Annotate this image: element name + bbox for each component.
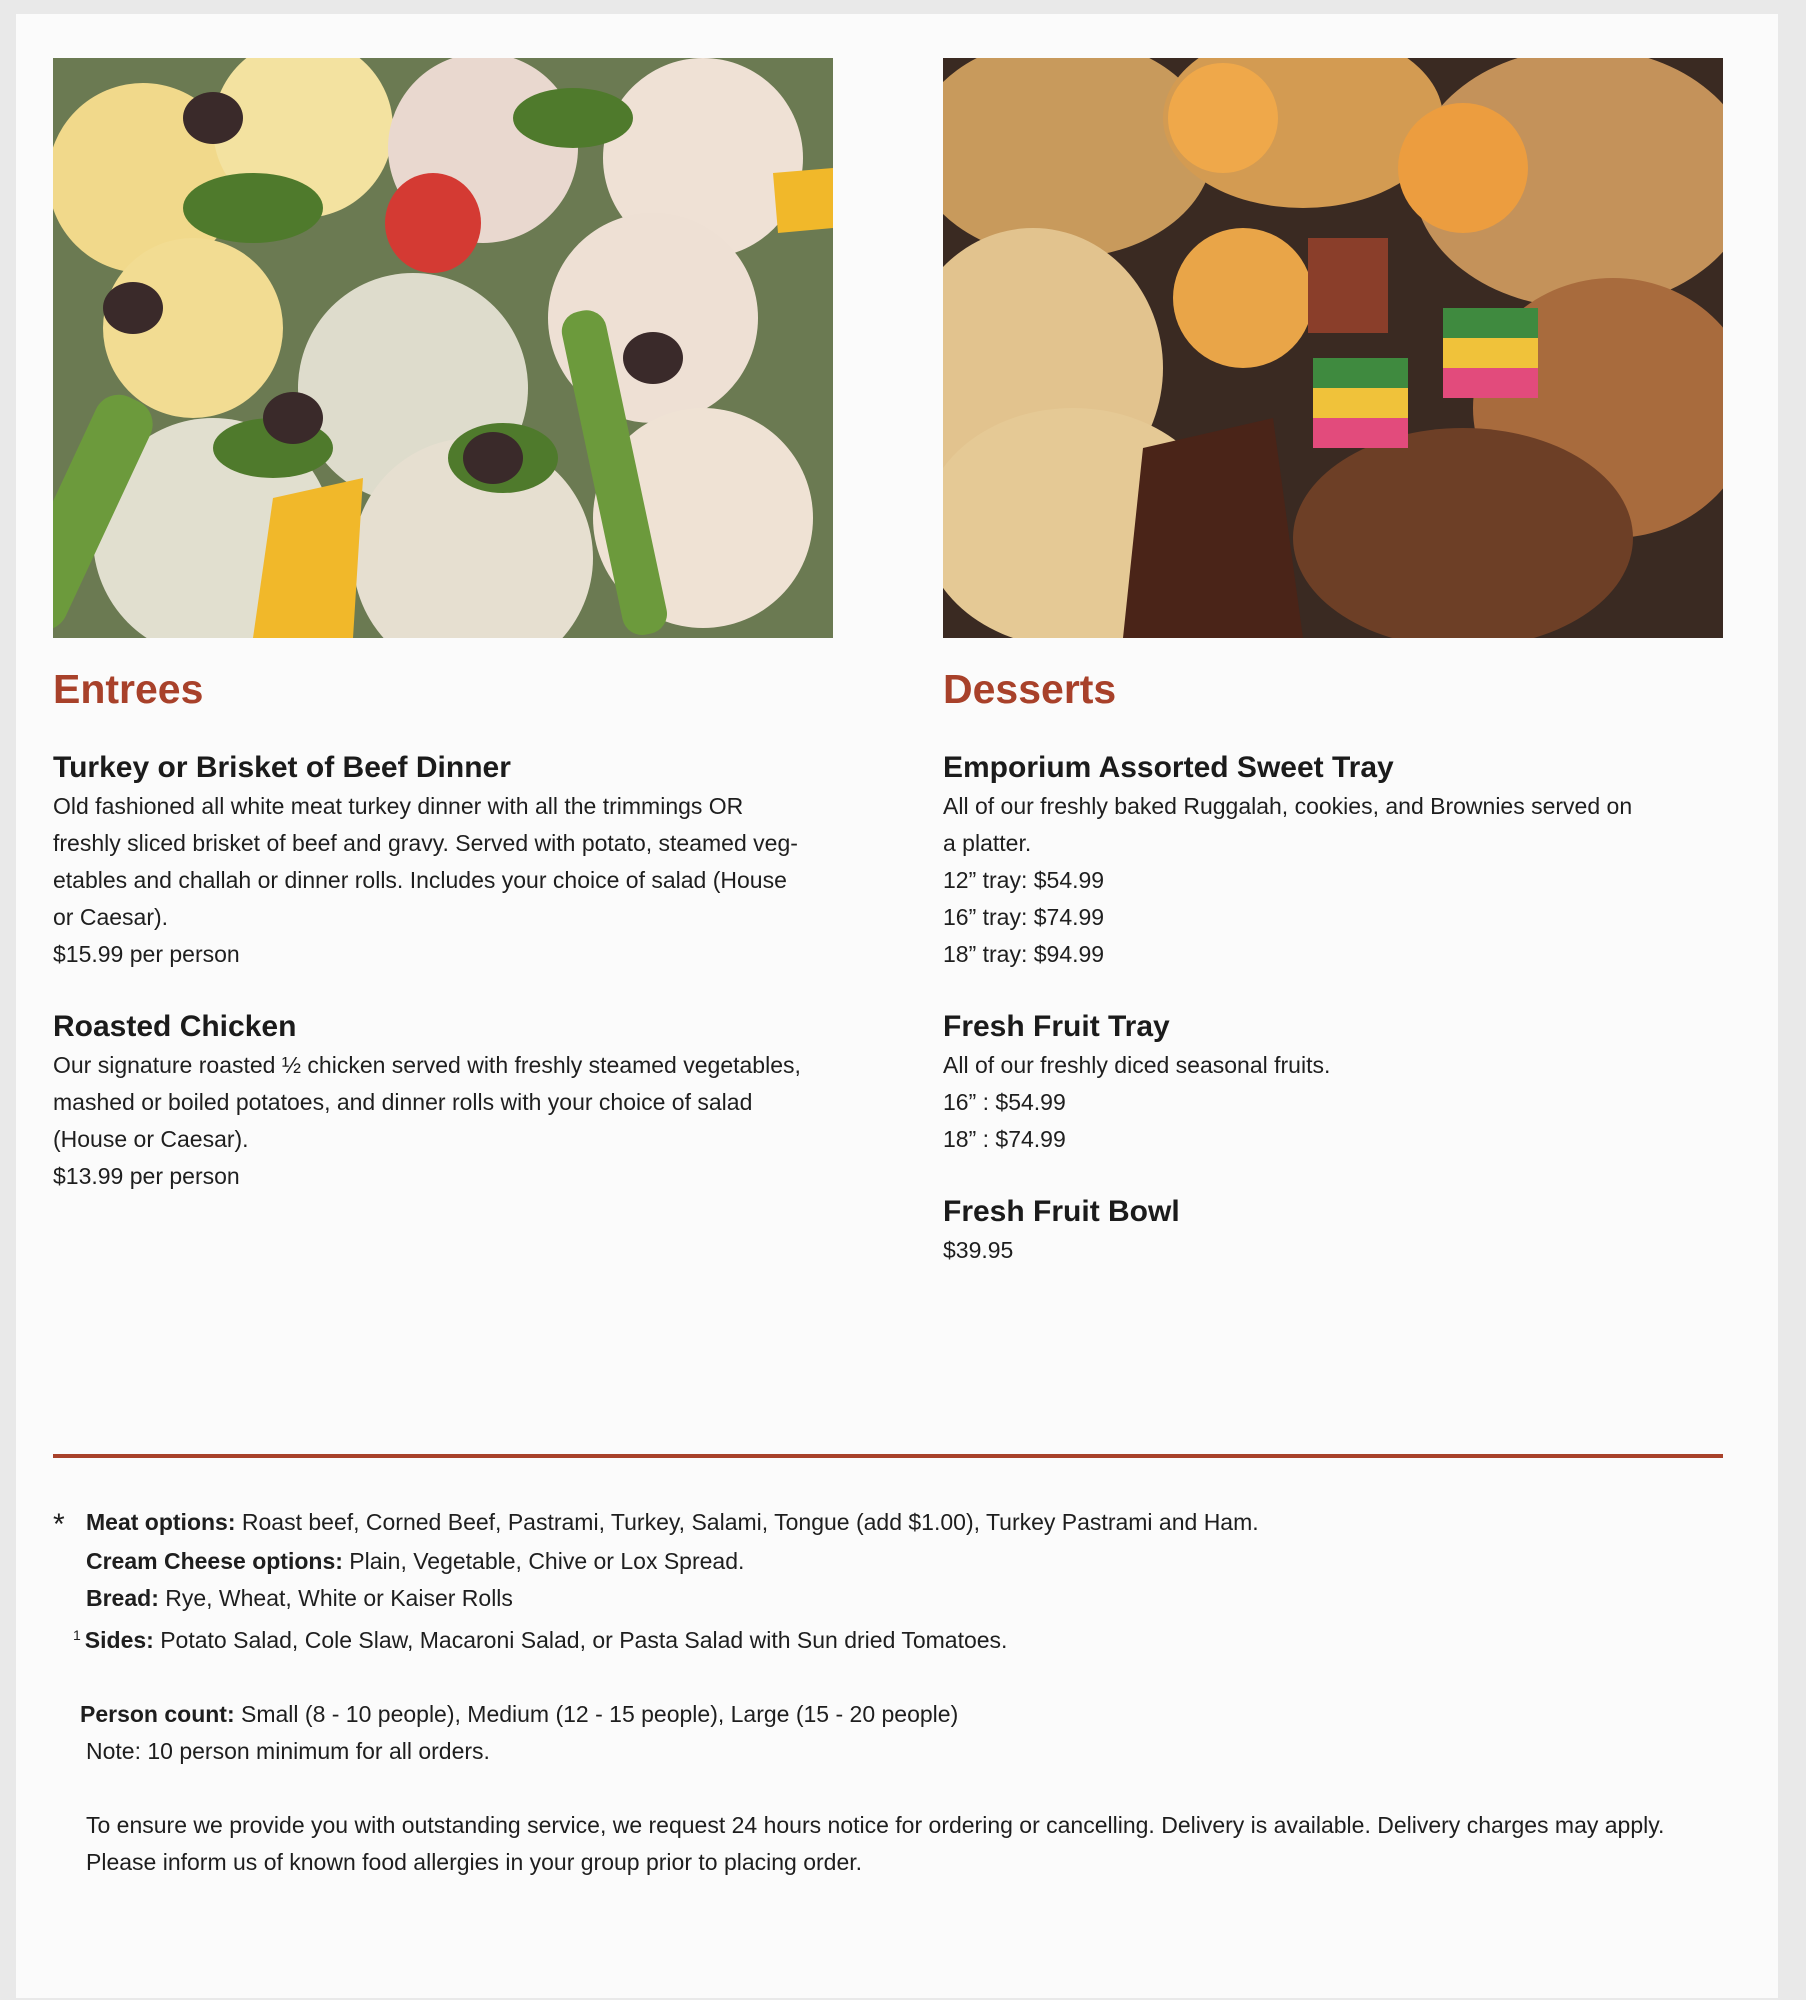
minimum-order-note: Note: 10 person minimum for all orders. xyxy=(86,1738,490,1764)
service-note-line: To ensure we provide you with outstanding service, we request 24 hours notice for ordering or cancelling. Delivery is available. Delivery charges may apply. xyxy=(86,1812,1665,1838)
item-name: Fresh Fruit Bowl xyxy=(943,1195,1180,1228)
entrees-photo xyxy=(53,58,833,638)
item-description-line: All of our freshly baked Ruggalah, cookies, and Brownies served on xyxy=(943,793,1633,819)
item-name: Turkey or Brisket of Beef Dinner xyxy=(53,751,511,784)
bread-label: Bread: xyxy=(86,1585,159,1611)
sides-note xyxy=(53,1617,1743,1659)
meat-options-text: Roast beef, Corned Beef, Pastrami, Turkey, Salami, Tongue (add $1.00), Turkey Pastrami and Ham. xyxy=(235,1509,1259,1535)
item-description-line: mashed or boiled potatoes, and dinner rolls with your choice of salad xyxy=(53,1089,753,1115)
item-price: 18” : $74.99 xyxy=(943,1126,1066,1152)
sweet-tray-image xyxy=(943,58,1723,638)
desserts-photo xyxy=(943,58,1723,638)
menu-notes xyxy=(53,1504,1743,1881)
menu-item-roasted-chicken xyxy=(53,1007,853,1195)
footnote-mark: 1 xyxy=(73,1627,81,1643)
desserts-section xyxy=(943,664,1743,1269)
bread-text: Rye, Wheat, White or Kaiser Rolls xyxy=(158,1585,513,1611)
item-description-line: Old fashioned all white meat turkey dinner with all the trimmings OR xyxy=(53,793,744,819)
item-name: Emporium Assorted Sweet Tray xyxy=(943,751,1394,784)
cream-cheese-label: Cream Cheese options: xyxy=(86,1548,343,1574)
item-price: $13.99 per person xyxy=(53,1163,240,1189)
menu-item-fruit-bowl xyxy=(943,1192,1743,1269)
item-description-line: a platter. xyxy=(943,830,1032,856)
entrees-section xyxy=(53,664,853,1195)
menu-item-sweet-tray xyxy=(943,748,1743,973)
item-price: 18” tray: $94.99 xyxy=(943,941,1105,967)
item-description-line: or Caesar). xyxy=(53,904,169,930)
meat-options-note xyxy=(53,1504,1743,1543)
asterisk-mark: * xyxy=(53,1508,65,1541)
item-description-line: etables and challah or dinner rolls. Includes your choice of salad (House xyxy=(53,867,787,893)
item-price: 12” tray: $54.99 xyxy=(943,867,1105,893)
meat-options-label: Meat options: xyxy=(86,1509,236,1535)
person-count-label: Person count: xyxy=(80,1701,235,1727)
item-name: Roasted Chicken xyxy=(53,1010,297,1043)
allergy-note-line: Please inform us of known food allergies in your group prior to placing order. xyxy=(86,1849,863,1875)
section-divider xyxy=(53,1454,1723,1458)
item-price: 16” tray: $74.99 xyxy=(943,904,1105,930)
item-price: 16” : $54.99 xyxy=(943,1089,1066,1115)
person-count-note xyxy=(53,1696,1743,1733)
sides-text: Potato Salad, Cole Slaw, Macaroni Salad, or Pasta Salad with Sun dried Tomatoes. xyxy=(153,1627,1008,1653)
cream-cheese-note xyxy=(53,1543,1743,1580)
item-description-line: (House or Caesar). xyxy=(53,1126,249,1152)
item-name: Fresh Fruit Tray xyxy=(943,1010,1170,1043)
sides-label: Sides: xyxy=(84,1627,154,1653)
menu-item-fruit-tray xyxy=(943,1007,1743,1158)
item-price: $39.95 xyxy=(943,1237,1014,1263)
cream-cheese-text: Plain, Vegetable, Chive or Lox Spread. xyxy=(342,1548,745,1574)
salad-platter-image xyxy=(53,58,833,638)
item-price: $15.99 per person xyxy=(53,941,240,967)
person-count-text: Small (8 - 10 people), Medium (12 - 15 people), Large (15 - 20 people) xyxy=(234,1701,959,1727)
item-description-line: All of our freshly diced seasonal fruits. xyxy=(943,1052,1331,1078)
item-description-line: Our signature roasted ½ chicken served with freshly steamed vegetables, xyxy=(53,1052,801,1078)
desserts-heading: Desserts xyxy=(943,666,1117,712)
item-description-line: freshly sliced brisket of beef and gravy. Served with potato, steamed veg- xyxy=(53,830,798,856)
entrees-heading: Entrees xyxy=(53,666,204,712)
bread-note xyxy=(53,1580,1743,1617)
menu-page xyxy=(16,14,1778,1998)
menu-item-turkey-brisket xyxy=(53,748,853,973)
